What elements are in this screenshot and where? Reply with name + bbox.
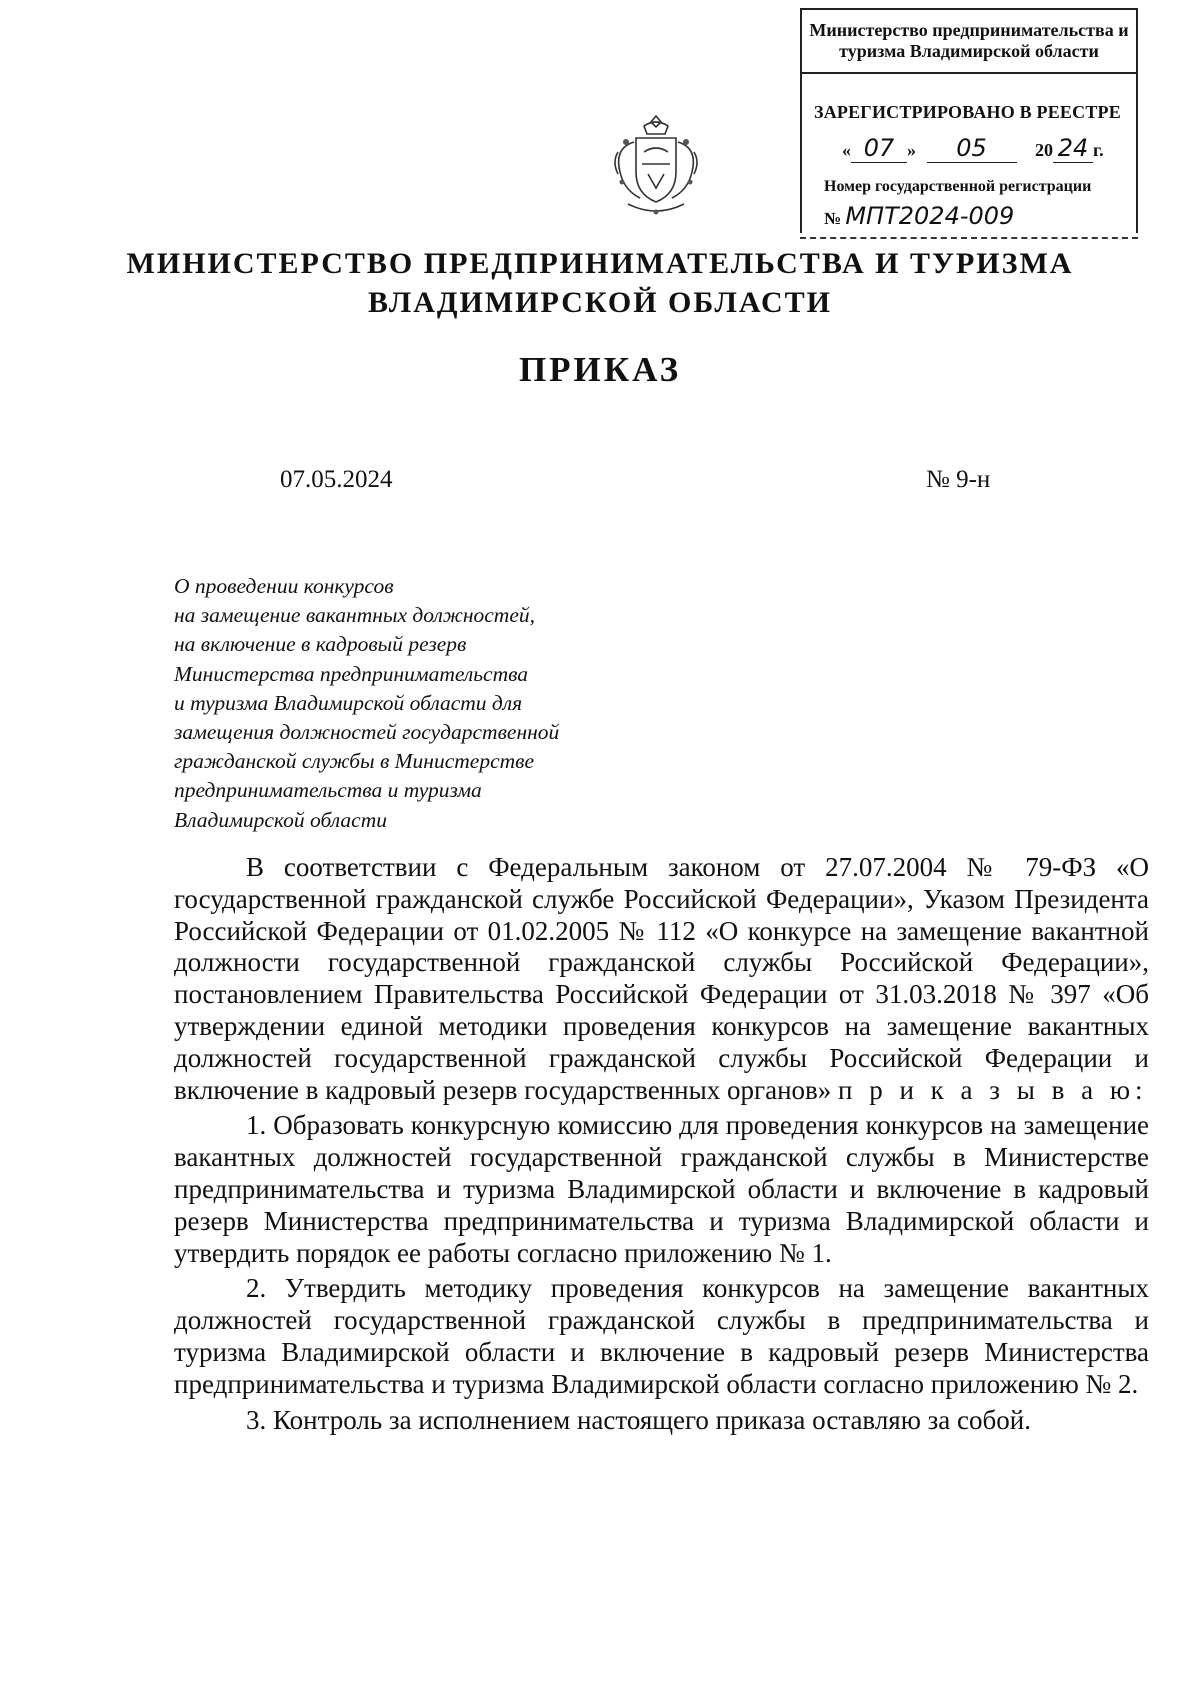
order-word: п р и к а з ы в а ю:	[838, 1074, 1148, 1105]
ministry-name	[0, 244, 1200, 322]
subject-line: на замещение вакантных должностей,	[174, 603, 535, 628]
registration-stamp	[800, 8, 1138, 233]
order-date: 07.05.2024	[280, 466, 393, 493]
stamp-date	[842, 134, 1132, 164]
coat-of-arms-icon	[608, 112, 704, 220]
document-type: ПРИКАЗ	[518, 350, 682, 389]
subject-line: гражданской службы в Министерстве	[174, 749, 535, 774]
stamp-date-year-unit: г.	[1093, 140, 1104, 160]
subject-line: предпринимательства и туризма	[174, 778, 482, 803]
stamp-dashed-edge	[800, 237, 1138, 239]
subject-line: Владимирской области	[174, 807, 387, 832]
stamp-reg-number-prefix: №	[824, 209, 842, 228]
order-subject	[174, 572, 644, 835]
preamble-paragraph	[174, 852, 1149, 1106]
stamp-reg-number-label: Номер государственной регистрации	[824, 178, 1092, 195]
stamp-date-open-quote: «	[842, 140, 851, 160]
ministry-name-line1: МИНИСТЕРСТВО ПРЕДПРИНИМАТЕЛЬСТВА И ТУРИЗМА	[126, 247, 1074, 280]
stamp-date-close-quote: »	[907, 140, 916, 160]
subject-line: на включение в кадровый резерв	[174, 632, 467, 657]
stamp-reg-number	[824, 202, 1014, 230]
order-item-1: 1. Образовать конкурсную комиссию для проведения конкурсов на замещение вакантных должностей государственной гражданской службы в Министерстве предпринимательства и туризма Владимирской области и включение в кадровый резерв Министерства предпринимательства и туризма Владимирской области и утвердить порядок ее работы согласно приложению № 1.	[174, 1110, 1149, 1268]
preamble-text: В соответствии с Федеральным законом от 27.07.2004 № 79-ФЗ «О государственной гражданской службе Российской Федерации», Указом Президента Российской Федерации от 01.02.2005 № 112 «О конкурсе на замещение вакантной должности государственной гражданской службы Российской Федерации», постановлением Правительства Российской Федерации от 31.03.2018 № 397 «Об утверждении единой методики проведения конкурсов на замещение вакантных должностей государственной гражданской службы Российской Федерации и включение в кадровый резерв государственных органов»	[174, 852, 1149, 1105]
subject-line: О проведении конкурсов	[174, 574, 394, 598]
stamp-date-month: 05	[927, 134, 1017, 163]
stamp-date-year-suffix: 24	[1053, 134, 1093, 163]
stamp-organization: Министерство предпринимательства и туризма Владимирской области	[809, 20, 1129, 61]
stamp-date-day: 07	[851, 134, 907, 163]
stamp-reg-number-value: МПТ2024-009	[845, 202, 1015, 230]
order-number: № 9-н	[926, 466, 991, 493]
subject-line: Министерства предпринимательства	[174, 661, 529, 686]
stamp-registered-label: ЗАРЕГИСТРИРОВАНО В РЕЕСТРЕ	[814, 102, 1121, 122]
ministry-name-line2: ВЛАДИМИРСКОЙ ОБЛАСТИ	[368, 286, 832, 319]
order-body	[174, 852, 1149, 1436]
stamp-divider	[802, 72, 1136, 74]
order-item-2: 2. Утвердить методику проведения конкурсов на замещение вакантных должностей государственной гражданской службы в предпринимательства и туризма Владимирской области и включение в кадровый резерв Министерства предпринимательства и туризма Владимирской области согласно приложению № 2.	[174, 1273, 1149, 1399]
subject-line: и туризма Владимирской области для	[174, 690, 523, 715]
subject-line: замещения должностей государственной	[174, 720, 560, 745]
order-item-3: 3. Контроль за исполнением настоящего приказа оставляю за собой.	[246, 1404, 1031, 1435]
stamp-date-year-prefix: 20	[1035, 140, 1053, 160]
